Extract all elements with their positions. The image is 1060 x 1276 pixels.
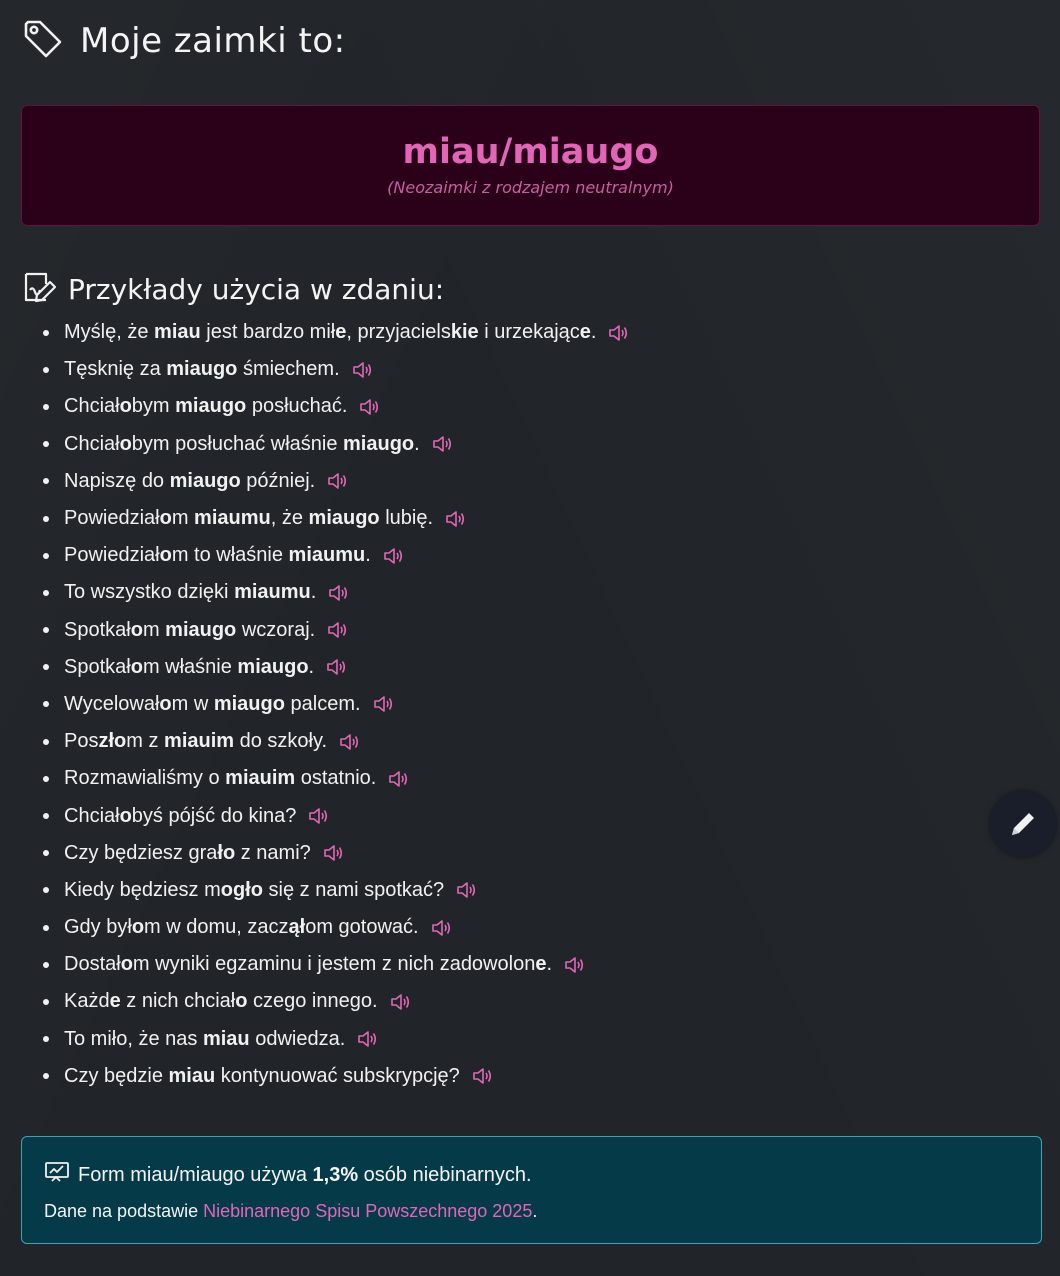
example-item <box>64 612 964 649</box>
example-text <box>64 767 376 790</box>
speaker-icon[interactable] <box>564 956 584 974</box>
example-pronoun: miaugo <box>213 692 285 715</box>
speaker-icon[interactable] <box>388 770 408 788</box>
speaker-icon[interactable] <box>352 361 372 379</box>
pronoun-description: (Neozaimki z rodzajem neutralnym) <box>387 178 674 197</box>
example-segment: o <box>305 916 317 939</box>
example-segment: Spotkał <box>64 655 131 678</box>
speaker-icon[interactable] <box>431 919 451 937</box>
example-segment: . <box>590 321 597 344</box>
example-segment: Pos <box>64 730 99 753</box>
example-item <box>64 537 964 574</box>
speaker-icon[interactable] <box>327 472 347 490</box>
examples-list <box>64 314 964 1095</box>
example-pronoun: o <box>159 507 172 530</box>
example-segment: bym posłuchać właśnie <box>131 432 344 455</box>
example-segment: m wyniki egzaminu i jestem z nich zadowolon <box>132 953 536 976</box>
example-pronoun: o <box>120 953 133 976</box>
example-pronoun: ło <box>217 841 236 864</box>
example-segment: Czy będzie <box>64 1064 169 1087</box>
example-segment: Chciał <box>64 804 120 827</box>
example-pronoun: miaugo <box>237 655 309 678</box>
example-segment: m w <box>171 692 214 715</box>
example-item <box>64 797 964 834</box>
example-segment: posłuchać. <box>246 395 348 418</box>
example-segment: wczoraj. <box>236 618 316 641</box>
example-segment: Spotkał <box>64 618 131 641</box>
example-segment: Każd <box>64 990 110 1013</box>
census-source-prefix: Dane na podstawie <box>44 1201 204 1221</box>
example-segment: m <box>171 507 195 530</box>
example-segment: m gotować. <box>316 916 419 939</box>
example-item <box>64 500 964 537</box>
example-segment: . <box>414 432 420 455</box>
example-item <box>64 1021 964 1058</box>
example-segment: m <box>142 618 166 641</box>
speaker-icon[interactable] <box>445 510 465 528</box>
example-item <box>64 946 964 983</box>
example-pronoun: e <box>109 990 121 1013</box>
example-pronoun: miau <box>202 1027 250 1050</box>
example-pronoun: o <box>130 618 143 641</box>
example-segment: Powiedział <box>64 507 160 530</box>
example-pronoun: miaumu <box>234 581 311 604</box>
example-pronoun: o <box>235 990 248 1013</box>
speaker-icon[interactable] <box>373 695 393 713</box>
speaker-icon[interactable] <box>608 324 628 342</box>
example-segment: Chciał <box>64 395 120 418</box>
speaker-icon[interactable] <box>456 881 476 899</box>
example-pronoun: miaugo <box>343 432 415 455</box>
example-segment: się z nami spotkać? <box>262 878 445 901</box>
example-pronoun: miau <box>154 321 201 344</box>
example-pronoun: zło <box>98 730 127 753</box>
census-prefix: Form miau/miaugo używa <box>78 1163 313 1186</box>
example-segment: palcem. <box>284 692 361 715</box>
speaker-icon[interactable] <box>357 1030 377 1048</box>
examples-title: Przykłady użycia w zdaniu: <box>68 272 445 306</box>
example-pronoun: miau <box>168 1064 216 1087</box>
example-pronoun: ął <box>288 916 306 939</box>
example-segment: To miło, że nas <box>64 1027 203 1050</box>
example-pronoun: o <box>119 432 132 455</box>
example-pronoun: miaugo <box>166 358 238 381</box>
census-source-suffix: . <box>532 1201 538 1221</box>
example-text <box>64 544 371 567</box>
speaker-icon[interactable] <box>383 547 403 565</box>
example-text <box>64 507 433 530</box>
example-pronoun: o <box>119 395 132 418</box>
example-text <box>64 358 340 381</box>
example-segment: Powiedział <box>64 544 160 567</box>
speaker-icon[interactable] <box>359 398 379 416</box>
example-text <box>64 879 444 902</box>
example-segment: Tęsknię za <box>64 358 167 381</box>
census-card <box>21 1136 1042 1244</box>
example-text <box>64 916 419 939</box>
example-text <box>64 805 296 828</box>
example-text <box>64 433 420 456</box>
example-text <box>64 619 315 642</box>
example-segment: śmiechem. <box>237 358 340 381</box>
example-segment: Myślę, że <box>64 321 155 344</box>
example-item <box>64 351 964 388</box>
example-segment: Kiedy będziesz m <box>64 878 221 901</box>
example-pronoun: miaugo <box>165 618 237 641</box>
example-text <box>64 581 316 604</box>
census-source <box>44 1201 1019 1222</box>
example-pronoun: o <box>130 655 143 678</box>
speaker-icon[interactable] <box>339 733 359 751</box>
census-suffix: osób niebinarnych. <box>358 1163 532 1186</box>
example-segment: z nich chciał <box>120 990 236 1013</box>
example-text <box>64 656 314 679</box>
speaker-icon[interactable] <box>327 621 347 639</box>
example-item <box>64 463 964 500</box>
example-pronoun: o <box>159 544 172 567</box>
example-text <box>64 470 315 493</box>
example-pronoun: miauim <box>164 730 235 753</box>
pencil-icon <box>1006 807 1040 841</box>
pronoun-main: miau/miaugo <box>402 132 659 172</box>
example-segment: jest bardzo mił <box>200 321 336 344</box>
example-item <box>64 760 964 797</box>
page-title: Moje zaimki to: <box>80 21 346 61</box>
example-segment: To wszystko dzięki <box>64 581 235 604</box>
edit-note-icon <box>22 270 58 308</box>
example-segment: , że <box>270 507 309 530</box>
example-pronoun: miaumu <box>288 544 366 567</box>
speaker-icon[interactable] <box>472 1067 492 1085</box>
example-segment: m właśnie <box>142 655 238 678</box>
example-item <box>64 872 964 909</box>
example-segment: , przyjaciels <box>346 321 451 344</box>
example-segment: m to właśnie <box>171 544 289 567</box>
example-text <box>64 1028 345 1051</box>
example-text <box>64 990 378 1013</box>
example-item <box>64 388 964 425</box>
example-item <box>64 426 964 463</box>
example-segment: Napiszę do <box>64 469 170 492</box>
example-segment: odwiedza. <box>249 1027 346 1050</box>
example-pronoun: kie <box>450 321 479 344</box>
example-item <box>64 686 964 723</box>
example-text <box>64 730 327 753</box>
example-item <box>64 983 964 1020</box>
example-segment: byś pójść do kina? <box>131 804 297 827</box>
example-pronoun: e <box>335 321 347 344</box>
speaker-icon[interactable] <box>328 584 348 602</box>
example-pronoun: miaugo <box>308 507 380 530</box>
example-text <box>64 321 596 344</box>
example-segment: Gdy był <box>64 916 132 939</box>
edit-button[interactable] <box>990 791 1056 857</box>
example-segment: m z <box>126 730 165 753</box>
example-segment: m w domu, zacz <box>144 916 289 939</box>
example-segment: później. <box>240 469 316 492</box>
example-pronoun: o <box>131 916 145 939</box>
example-pronoun: e <box>535 953 547 976</box>
example-text <box>64 953 552 976</box>
example-item <box>64 649 964 686</box>
example-segment: Rozmawialiśmy o <box>64 767 226 790</box>
example-item <box>64 723 964 760</box>
speaker-icon[interactable] <box>323 844 343 862</box>
example-segment: i urzekając <box>478 321 580 344</box>
example-segment: czego innego. <box>247 990 378 1013</box>
speaker-icon[interactable] <box>390 993 410 1011</box>
example-pronoun: miaugo <box>169 469 241 492</box>
example-pronoun: o <box>119 804 132 827</box>
example-text <box>64 842 311 865</box>
speaker-icon[interactable] <box>326 658 346 676</box>
pronoun-card <box>21 105 1040 226</box>
example-segment: Czy będziesz gra <box>64 841 218 864</box>
example-pronoun: miaumu <box>194 507 271 530</box>
census-stat <box>44 1161 1019 1189</box>
example-segment: bym <box>131 395 176 418</box>
example-text <box>64 1065 460 1088</box>
example-text <box>64 395 347 418</box>
example-pronoun: miauim <box>225 767 296 790</box>
chart-presentation-icon <box>44 1161 70 1189</box>
example-segment: . <box>308 655 315 678</box>
example-segment: . <box>546 953 553 976</box>
example-pronoun: e <box>579 321 591 344</box>
page-header <box>22 18 346 64</box>
census-source-link[interactable]: Niebinarnego Spisu Powszechnego 2025 <box>203 1201 533 1221</box>
example-segment: Chciał <box>64 432 120 455</box>
example-segment: . <box>365 544 371 567</box>
example-pronoun: miaugo <box>175 395 247 418</box>
example-item <box>64 574 964 611</box>
example-segment: Wycelował <box>64 692 160 715</box>
example-pronoun: ogło <box>220 878 263 901</box>
examples-header <box>22 270 444 308</box>
example-segment: kontynuować subskrypcję? <box>215 1064 460 1087</box>
example-segment: do szkoły. <box>234 730 328 753</box>
example-item <box>64 314 964 351</box>
tag-icon <box>22 18 64 64</box>
census-percent: 1,3% <box>312 1163 359 1186</box>
example-item <box>64 835 964 872</box>
speaker-icon[interactable] <box>432 435 452 453</box>
speaker-icon[interactable] <box>308 807 328 825</box>
example-item <box>64 909 964 946</box>
example-item <box>64 1058 964 1095</box>
example-segment: . <box>310 581 317 604</box>
example-segment: Dostał <box>64 953 121 976</box>
example-segment: lubię. <box>379 507 434 530</box>
example-pronoun: o <box>159 692 172 715</box>
example-text <box>64 693 361 716</box>
example-segment: z nami? <box>235 841 311 864</box>
example-segment: ostatnio. <box>295 767 377 790</box>
